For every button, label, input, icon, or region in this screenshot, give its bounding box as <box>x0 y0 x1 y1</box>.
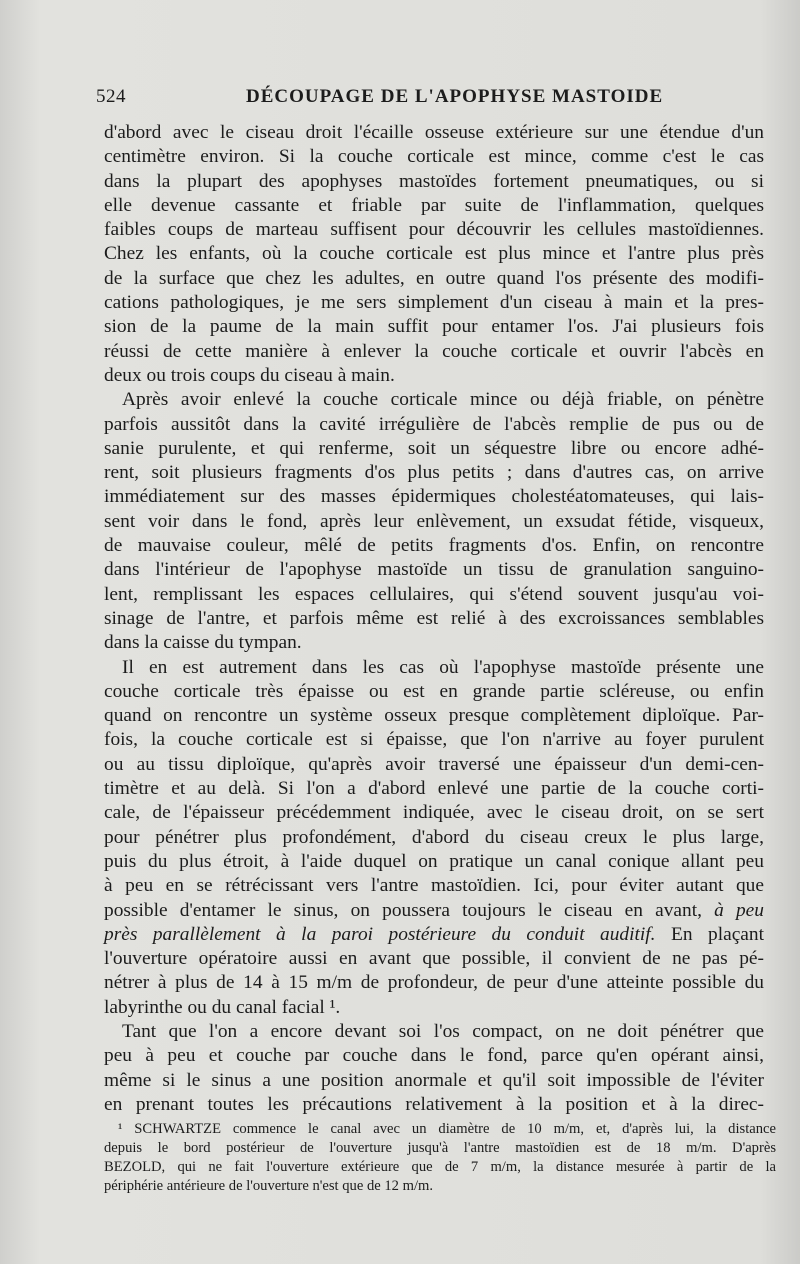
text-line: nétrer à plus de 14 à 15 m/m de profondeur, de peur d'une atteinte possible du <box>104 972 764 994</box>
italic-segment: près parallèlement à la paroi postérieure du conduit auditif. <box>104 923 656 945</box>
text-line: sent voir dans le fond, après leur enlèvement, un exsudat fétide, visqueux, <box>104 510 764 532</box>
text-line: centimètre environ. Si la couche corticale est mince, comme c'est le cas <box>104 146 764 168</box>
text-line: à peu en se rétrécissant vers l'antre mastoïdien. Ici, pour éviter autant que <box>104 875 764 897</box>
text-line: dans la plupart des apophyses mastoïdes fortement pneumatiques, ou si <box>104 170 764 192</box>
footnote-line: BEZOLD, qui ne fait l'ouverture extérieure que de 7 m/m, la distance mesurée à partir de la <box>104 1159 776 1175</box>
text-segment: possible d'entamer le sinus, on poussera toujours le ciseau en avant, <box>104 899 702 921</box>
text-line: même si le sinus a une position anormale et qu'il soit impossible de l'éviter <box>104 1069 764 1091</box>
text-line: de mauvaise couleur, mêlé de petits fragments d'os. Enfin, on rencontre <box>104 535 764 557</box>
text-line: l'ouverture opératoire aussi en avant que possible, il convient de ne pas pé- <box>104 948 764 970</box>
text-line: sion de la paume de la main suffit pour entamer l'os. J'ai plusieurs fois <box>104 316 764 338</box>
text-line: peu à peu et couche par couche dans le fond, parce qu'en opérant ainsi, <box>104 1045 764 1067</box>
text-line: elle devenue cassante et friable par suite de l'inflammation, quelques <box>104 194 764 216</box>
text-segment: En plaçant <box>671 923 764 945</box>
text-line: dans la caisse du tympan. <box>104 632 302 654</box>
page-number: 524 <box>96 86 126 107</box>
text-line: immédiatement sur des masses épidermiques cholestéatomateuses, qui lais- <box>104 486 764 508</box>
text-line: parfois aussitôt dans la cavité irrégulière de l'abcès remplie de pus ou de <box>104 413 764 435</box>
text-line: fois, la couche corticale est si épaisse, que l'on n'arrive au foyer purulent <box>104 729 764 751</box>
text-line: Chez les enfants, où la couche corticale est plus mince et l'antre plus près <box>104 243 764 265</box>
text-line: deux ou trois coups du ciseau à main. <box>104 364 395 386</box>
text-line: dans l'intérieur de l'apophyse mastoïde un tissu de granulation sanguino- <box>104 559 764 581</box>
paragraph-start: Après avoir enlevé la couche corticale mince ou déjà friable, on pénètre <box>122 389 764 411</box>
text-line: pour pénétrer plus profondément, d'abord du ciseau creux le plus large, <box>104 826 764 848</box>
text-line: labyrinthe ou du canal facial ¹. <box>104 996 341 1018</box>
text-line: lent, remplissant les espaces cellulaires, qui s'étend souvent jusqu'au voi- <box>104 583 764 605</box>
text-line-with-italic <box>104 899 764 923</box>
paragraph-start: Tant que l'on a encore devant soi l'os compact, on ne doit pénétrer que <box>122 1020 764 1042</box>
text-line: quand on rencontre un système osseux presque complètement diploïque. Par- <box>104 705 764 727</box>
page-header <box>96 86 776 116</box>
text-line: rent, soit plusieurs fragments d'os plus petits ; dans d'autres cas, on arrive <box>104 462 764 484</box>
text-line: de la surface que chez les adultes, en outre quand l'os présente des modifi- <box>104 267 764 289</box>
text-line: d'abord avec le ciseau droit l'écaille osseuse extérieure sur une étendue d'un <box>104 122 764 143</box>
text-line: en prenant toutes les précautions relativement à la position et à la direc- <box>104 1093 764 1115</box>
text-line: sinage de l'antre, et parfois même est relié à des excroissances semblables <box>104 607 764 629</box>
text-line: sanie purulente, et qui renferme, soit un séquestre libre ou encore adhé- <box>104 437 764 459</box>
text-line: cations pathologiques, je me sers simplement d'un ciseau à main et la pres- <box>104 292 764 314</box>
footnote-line: périphérie antérieure de l'ouverture n'est que de 12 m/m. <box>104 1178 434 1194</box>
text-line: puis du plus étroit, à l'aide duquel on pratique un canal conique allant peu <box>104 850 764 872</box>
footnote <box>104 1120 776 1196</box>
text-line: timètre et au delà. Si l'on a d'abord enlevé une partie de la couche corti- <box>104 778 764 800</box>
text-line: réussi de cette manière à enlever la couche corticale et ouvrir l'abcès en <box>104 340 764 362</box>
footnote-line: depuis le bord postérieur de l'ouverture jusqu'à l'antre mastoïdien est de 18 m/m. D'après <box>104 1140 776 1156</box>
italic-segment: à peu <box>714 899 764 921</box>
text-line-with-italic <box>104 923 764 947</box>
text-line: couche corticale très épaisse ou est en grande partie scléreuse, ou enfin <box>104 680 764 702</box>
body-text <box>104 121 764 1117</box>
text-line: ou au tissu diploïque, qu'après avoir traversé une épaisseur d'un demi-cen- <box>104 753 764 775</box>
footnote-line: ¹ SCHWARTZE commence le canal avec un diamètre de 10 m/m, et, d'après lui, la distance <box>118 1121 776 1137</box>
running-title: DÉCOUPAGE DE L'APOPHYSE MASTOIDE <box>246 86 664 107</box>
text-line: cale, de l'épaisseur précédemment indiquée, avec le ciseau droit, on se sert <box>104 802 764 824</box>
text-line: faibles coups de marteau suffisent pour découvrir les cellules mastoïdiennes. <box>104 219 764 241</box>
paragraph-start: Il en est autrement dans les cas où l'apophyse mastoïde présente une <box>122 656 764 678</box>
